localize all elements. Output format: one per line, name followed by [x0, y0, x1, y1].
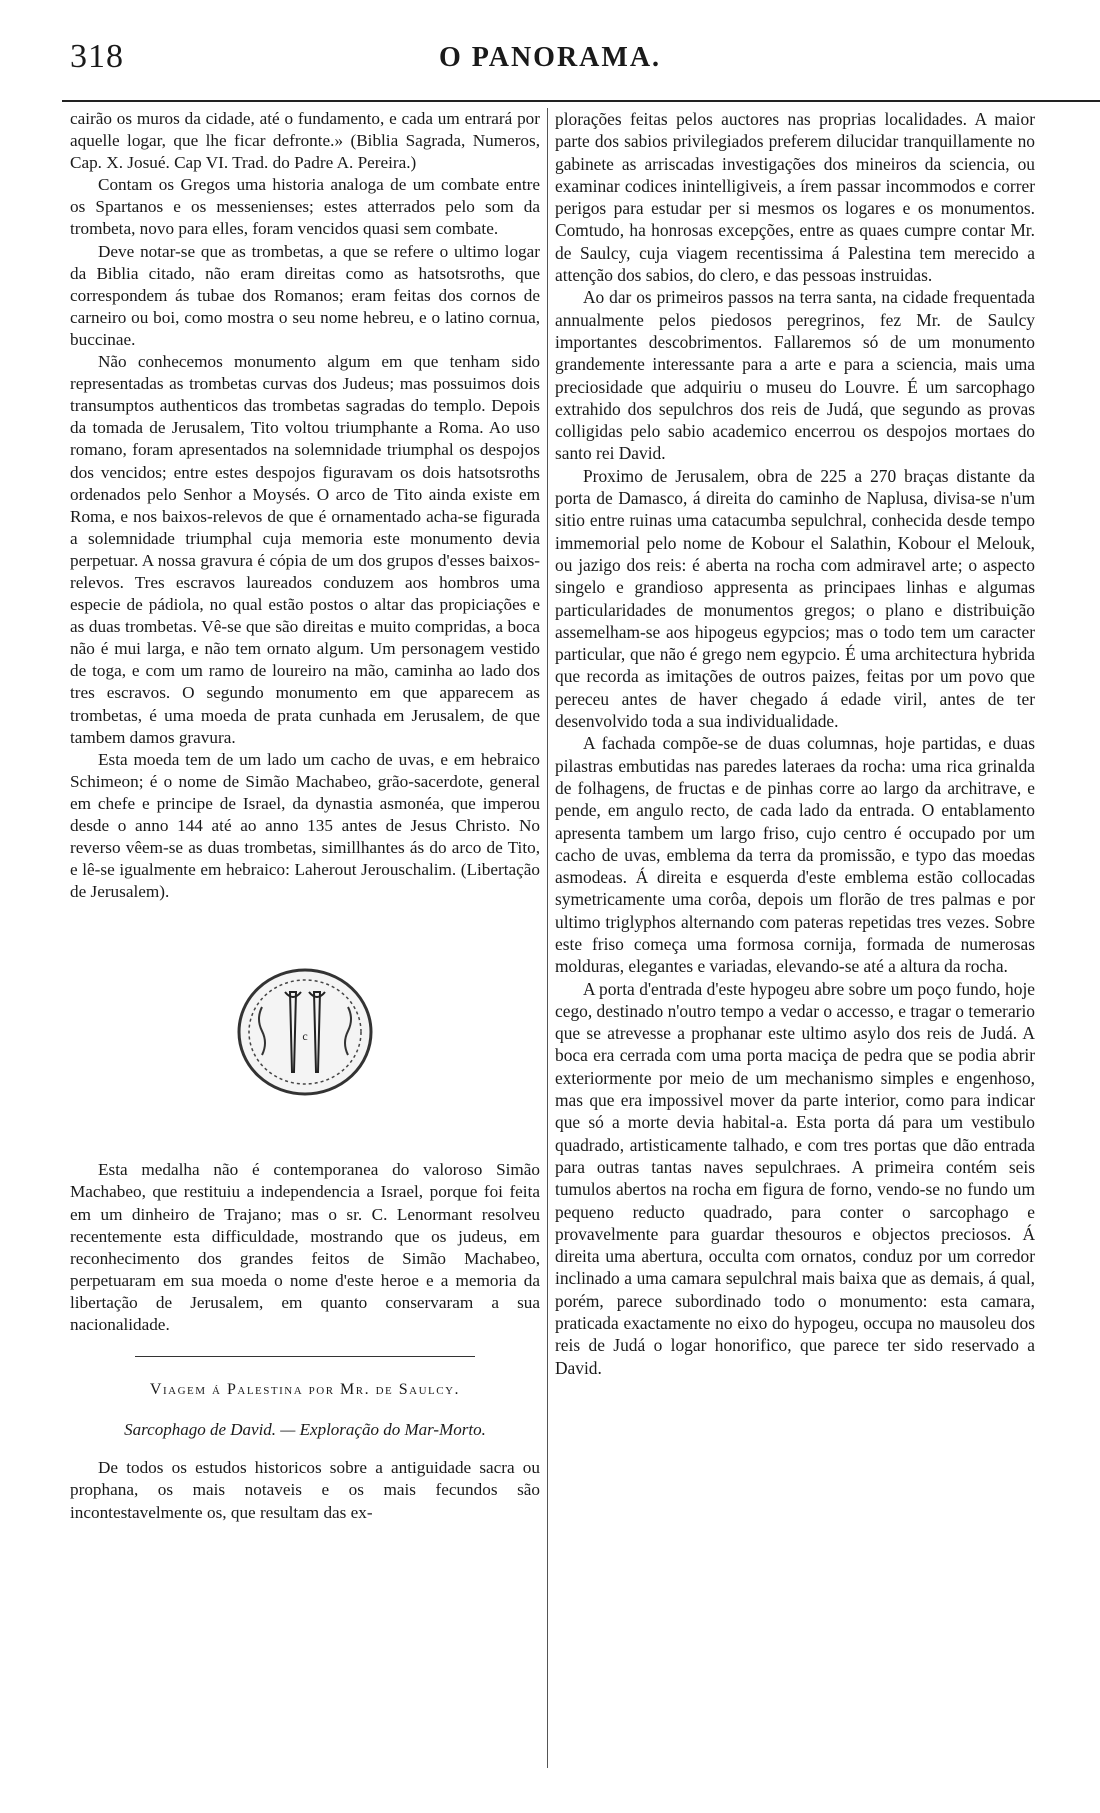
- section-divider: [135, 1356, 475, 1357]
- paragraph: A porta d'entrada d'este hypogeu abre sobre um poço fundo, hoje cego, destinado n'outro tempo a vedar o accesso, e tragar o temerario que se atrevesse a prophanar este ultimo asylo dos reis de Judá. A boca era cerrada com uma porta maciça de pedra que se podia abrir exteriormente por meio de um mechanismo simples e engenhoso, mas que era impossivel mover da parte interior, como para indicar que só a morte devia habital-a. Esta porta dá para um vestibulo quadrado, artisticamente talhado, e com tres portas que dão entrada para outras tantas naves sepulchraes. A primeira contém seis tumulos abertos na rocha em figura de forno, vendo-se no fundo um pequeno reducto quadrado, para conter o sarcophago e provavelmente para guardar thesouros e objectos preciosos. Á direita uma abertura, occulta com ornatos, conduz por um corredor inclinado a uma camara sepulchral mais baixa que as demais, á qual, porém, parece subordinado todo o monumento: esta camara, praticada exactamente no eixo do hypogeu, occupa no mausoleu dos reis de Judá o logar honorifico, que parece ter sido reservado a David.: [555, 978, 1035, 1378]
- paragraph: Esta medalha não é contemporanea do valoroso Simão Machabeo, que restituiu a independencia a Israel, porque foi feita em um dinheiro de Trajano; mas o sr. C. Lenormant resolveu recentemente esta difficuldade, mostrando que os judeus, em reconhecimento dos grandes feitos de Simão Machabeo, perpetuaram em sua moeda o nome d'este heroe e a memoria da libertação de Jerusalem, em quanto conservaram a sua nacionalidade.: [70, 1160, 540, 1335]
- right-column: [555, 108, 1035, 1379]
- paragraph: Deve notar-se que as trombetas, a que se refere o ultimo logar da Biblia citado, não eram direitas como as hatsotsroths, que correspondem ás tubae dos Romanos; eram feitas dos cornos de carneiro ou boi, como mostra o seu nome hebreu, e o latino cornua, buccinae.: [70, 241, 540, 349]
- paragraph: Não conhecemos monumento algum em que tenham sido representadas as trombetas curvas dos Judeus; mas possuimos dois transumptos authenticos das trombetas sagradas do templo. Depois da tomada de Jerusalem, Tito voltou triumphante a Roma. Ao uso romano, foram apresentados na solemnidade triumphal os despojos dos vencidos; entre estes despojos figuravam os dois hatsotsroths ordenados pelo Senhor a Moysés. O arco de Tito ainda existe em Roma, e nos baixos-relevos de que é ornamentado acha-se figurada a solemnidade triumphal cuja memoria este monumento devia perpetuar. A nossa gravura é cópia de um dos grupos d'esses baixos-relevos. Tres escravos laureados conduzem aos hombros uma especie de pádiola, no qual estão postos o altar das propiciações e as duas trombetas. Vê-se que são direitas e muito compridas, a boca não é mui larga, e não tem ornato algum. Um personagem vestido de toga, e com um ramo de loureiro na mão, caminha ao lado dos tres escravos. O segundo monumento em que apparecem as trombetas, é uma moeda de prata cunhada em Jerusalem, de que tambem damos gravura.: [70, 352, 540, 747]
- coin-illustration: [230, 962, 380, 1102]
- paragraph: A fachada compõe-se de duas columnas, hoje partidas, e duas pilastras embutidas nas paredes lateraes da rocha: uma rica grinalda de folhagens, de fructas e de pinhas corre ao largo da architrave, e pende, em angulo recto, de cada lado da entrada. O entablamento apresenta tambem um largo friso, cujo centro é occupado por um cacho de uvas, emblema da terra da promissão, e typo das moedas asmodeas. Á direita e esquerda d'este emblema estão collocadas symetricamente uma corôa, depois um florão de tres palmas e por ultimo triglyphos alternando com pateras repetidas tres vezes. Sobre este friso começa uma formosa cornija, formada de numerosas molduras, elegantes e variadas, elevando-se até a altura da rocha.: [555, 733, 1035, 977]
- paragraph: cairão os muros da cidade, até o fundamento, e cada um entrará por aquelle logar, que lhe ficar defronte.» (Biblia Sagrada, Numeros, Cap. X. Josué. Cap VI. Trad. do Padre A. Pereira.): [70, 109, 540, 173]
- page-number: 318: [70, 38, 124, 75]
- paragraph: Contam os Gregos uma historia analoga de um combate entre os Spartanos e os messenienses; estes atterrados pelo som da trombeta, novo para elles, foram vencidos quasi sem combate.: [70, 175, 540, 239]
- paragraph: Proximo de Jerusalem, obra de 225 a 270 braças distante da porta de Damasco, á direita do caminho de Naplusa, divisa-se n'um sitio entre ruinas uma catacumba sepulchral, conhecida desde tempo immemorial pelo nome de Kobour el Salathin, Kobour el Melouk, ou jazigo dos reis: é aberta na rocha com admiravel arte; o aspecto singelo e grandioso appresenta as principaes linhas e algumas particularidades de monumentos gregos; o plano e distribuição assemelham-se aos hipogeus egypcios; mas o todo tem um caracter particular, que não é grego nem egypcio. É uma architectura hybrida que recorda as imitações de outros paizes, feitas por um povo que pereceu antes de haver chegado á edade viril, antes de ter desenvolvido toda a sua individualidade.: [555, 465, 1035, 732]
- coin-letter: c: [302, 1029, 308, 1044]
- paragraph: De todos os estudos historicos sobre a antiguidade sacra ou prophana, os mais notaveis e os mais fecundos são incontestavelmente os, que resultam das ex-: [70, 1458, 540, 1522]
- left-column: [70, 108, 540, 1524]
- header-rule: [62, 100, 1100, 102]
- column-divider: [547, 108, 548, 1768]
- paragraph: Ao dar os primeiros passos na terra santa, na cidade frequentada annualmente pelos piedosos peregrinos, fez Mr. de Saulcy importantes descobrimentos. Fallaremos só de um monumento grandemente interessante para a arte e para a sciencia, mais uma preciosidade que adquiriu o museu do Louvre. É um sarcophago extrahido dos sepulchros dos reis de Judá, que segundo as provas colligidas pelo sabio academico encerrou os despojos mortaes do santo rei David.: [555, 287, 1035, 464]
- section-subtitle: Sarcophago de David. — Exploração do Mar-Morto.: [124, 1420, 486, 1440]
- section-title: Viagem á Palestina por Mr. de Saulcy.: [149, 1381, 461, 1399]
- coin-figure: [70, 909, 540, 1155]
- page-header-title: O PANORAMA.: [438, 42, 662, 73]
- paragraph: plorações feitas pelos auctores nas proprias localidades. A maior parte dos sabios privilegiados preferem dilucidar tranquillamente no gabinete as arriscadas investigações dos mineiros da sciencia, ou examinar codices inintelligiveis, a írem passar incommodos e correr perigos para estudar per si mesmos os logares e os monumentos. Comtudo, ha honrosas excepções, entre as quaes cumpre contar Mr. de Saulcy, cuja viagem recentissima á Palestina tem merecido a attenção dos sabios, do clero, e das pessoas instruidas.: [555, 109, 1035, 286]
- paragraph: Esta moeda tem de um lado um cacho de uvas, e em hebraico Schimeon; é o nome de Simão Machabeo, grão-sacerdote, general em chefe e principe de Israel, da dynastia asmonéa, que imperou desde o anno 144 até ao anno 135 antes de Jesus Christo. No reverso vêem-se as duas trombetas, simillhantes ás do arco de Tito, e lê-se igualmente em hebraico: Laherout Jerouschalim. (Libertação de Jerusalem).: [70, 749, 540, 902]
